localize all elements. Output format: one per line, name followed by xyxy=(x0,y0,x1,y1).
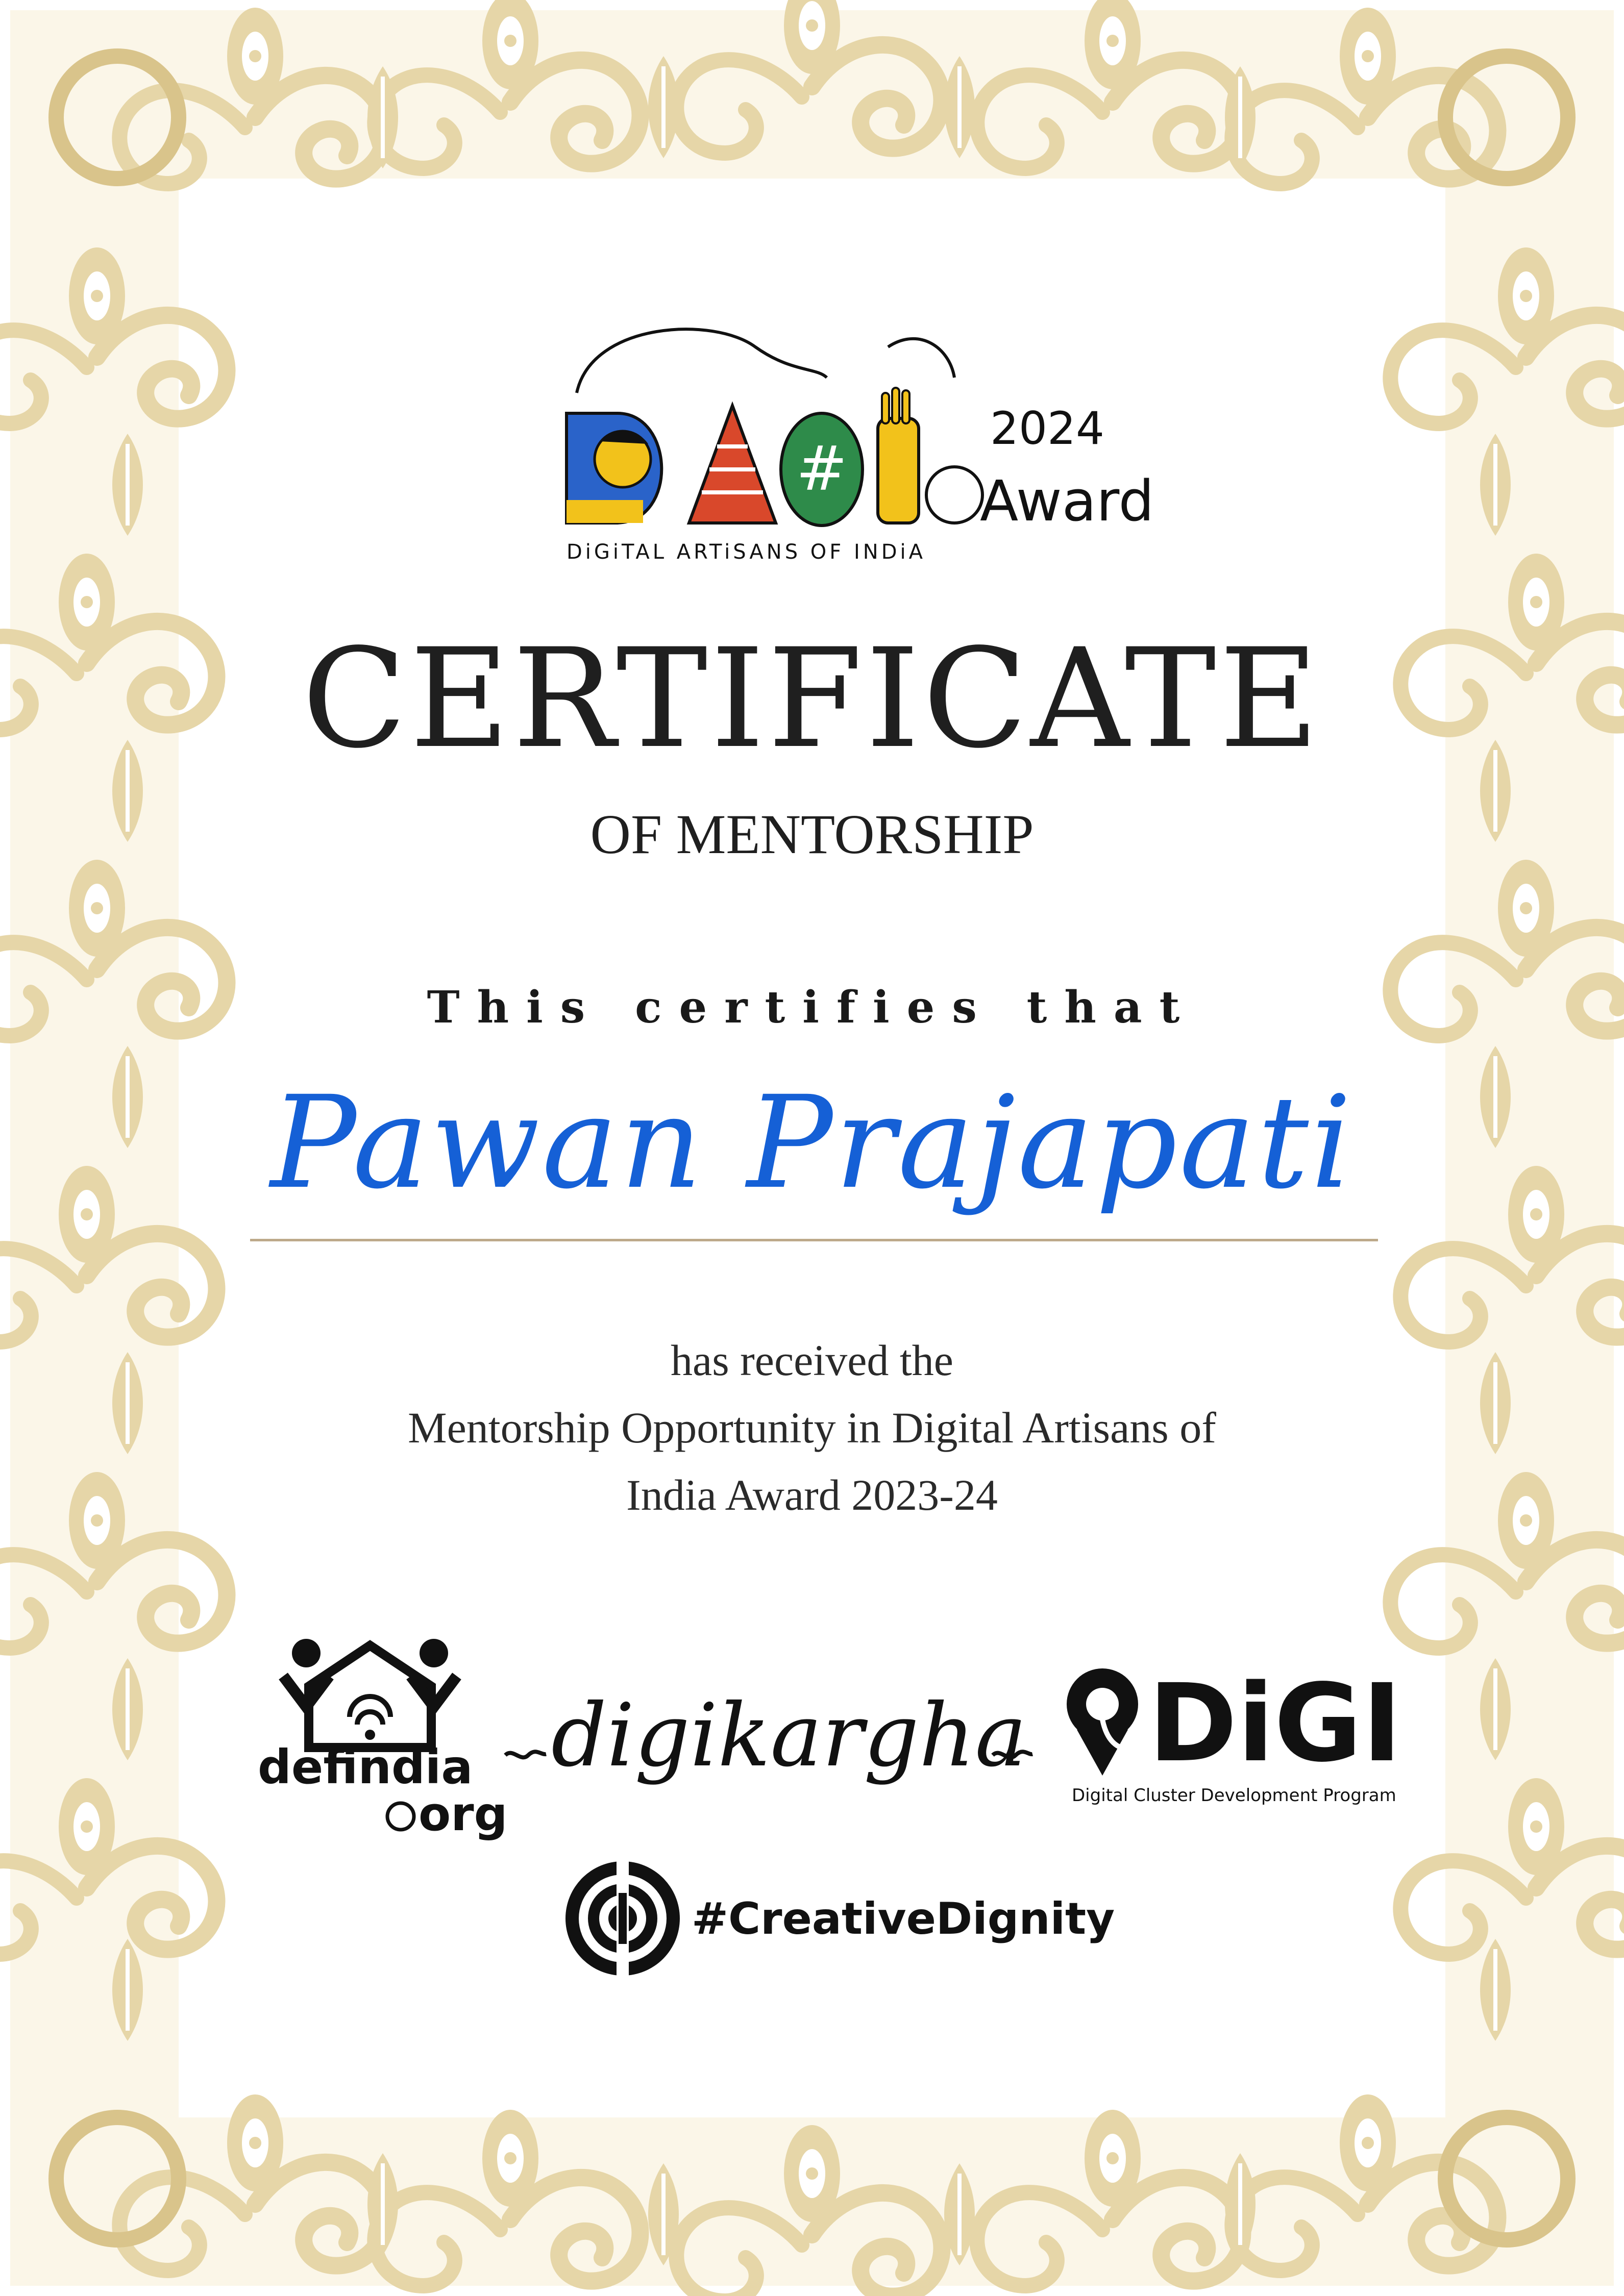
digi-logo xyxy=(1056,1653,1402,1806)
logo-tagline: DiGiTAL ARTiSANS OF INDiA xyxy=(567,540,926,564)
creative-dignity-hashtag: #CreativeDignity xyxy=(692,1893,1115,1944)
defindia-name: defindia xyxy=(258,1740,473,1794)
certifies-line: This certifies that xyxy=(427,982,1197,1033)
defindia-org: org xyxy=(419,1787,508,1841)
certificate-body xyxy=(0,1327,1624,1529)
logo-letter-a xyxy=(689,406,776,523)
defindia-logo xyxy=(253,1630,518,1841)
digi-caption: Digital Cluster Development Program xyxy=(1072,1785,1396,1806)
body-line-3: India Award 2023-24 xyxy=(626,1470,998,1519)
body-line-2: Mentorship Opportunity in Digital Artisans of xyxy=(408,1403,1216,1452)
digi-name: DiGI xyxy=(1148,1661,1402,1786)
logo-letter-i xyxy=(878,388,919,523)
logo-letter-d xyxy=(567,413,661,523)
recipient-name: Pawan Prajapati xyxy=(270,1068,1354,1217)
people-house-icon xyxy=(283,1639,457,1748)
logo-award-word: Award xyxy=(980,468,1154,534)
dao-award-logo xyxy=(561,316,1153,571)
body-line-1: has received the xyxy=(671,1336,953,1385)
digikargha-logo xyxy=(503,1679,1034,1811)
name-underline xyxy=(250,1239,1378,1241)
logo-year: 2024 xyxy=(990,402,1104,455)
globe-icon xyxy=(387,1803,414,1830)
certificate-subtitle: OF MENTORSHIP xyxy=(590,803,1034,865)
digi-pin-icon xyxy=(1067,1668,1143,1776)
creative-dignity-icon xyxy=(565,1857,680,1980)
certificate-title: CERTIFICATE xyxy=(302,619,1322,779)
logo-letter-o xyxy=(781,413,863,526)
digikargha-name: digikargha xyxy=(551,1685,1027,1786)
logo-yarn-ball xyxy=(926,467,982,523)
creative-dignity-logo xyxy=(561,1857,1115,1980)
svg-text:#: # xyxy=(796,434,848,505)
